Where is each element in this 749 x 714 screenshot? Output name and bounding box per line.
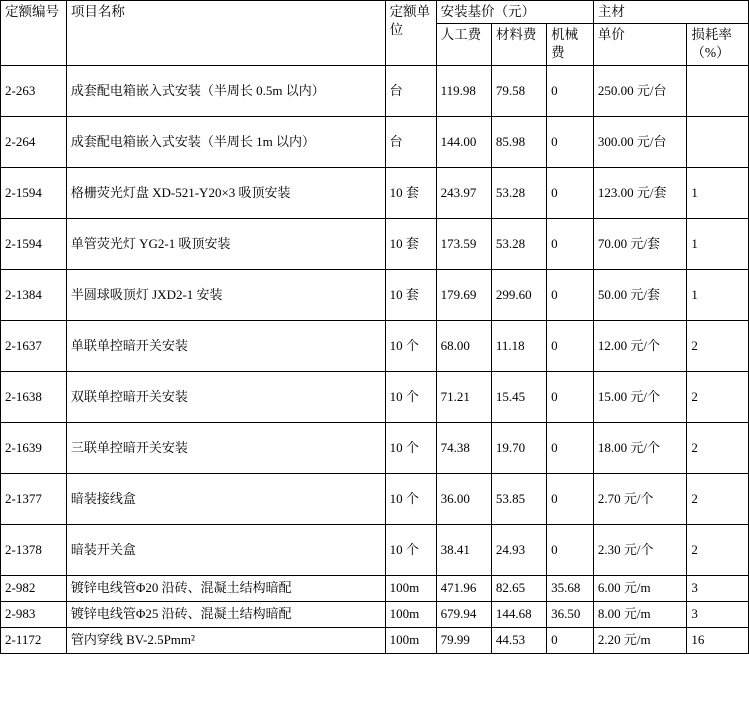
header-material: 材料费 — [491, 24, 546, 65]
header-main-material-group: 主材 — [593, 1, 748, 24]
cell-labor: 74.38 — [436, 422, 491, 473]
cell-machine: 0 — [547, 627, 594, 653]
cell-machine: 0 — [547, 116, 594, 167]
cell-loss: 2 — [687, 371, 749, 422]
cell-unit: 100m — [385, 627, 436, 653]
table-row — [1, 601, 749, 627]
table-row — [1, 320, 749, 371]
cell-labor: 243.97 — [436, 167, 491, 218]
header-code: 定额编号 — [1, 1, 67, 66]
header-machine: 机械费 — [547, 24, 594, 65]
cell-material: 79.58 — [491, 65, 546, 116]
cell-loss: 2 — [687, 320, 749, 371]
cell-name: 成套配电箱嵌入式安装（半周长 1m 以内） — [66, 116, 385, 167]
cell-name: 镀锌电线管Φ25 沿砖、混凝土结构暗配 — [66, 601, 385, 627]
cell-unit: 10 套 — [385, 167, 436, 218]
cell-loss: 2 — [687, 524, 749, 575]
cell-loss — [687, 116, 749, 167]
cell-labor: 173.59 — [436, 218, 491, 269]
cell-loss — [687, 65, 749, 116]
cell-name: 管内穿线 BV-2.5Pmm² — [66, 627, 385, 653]
cell-name: 格栅荧光灯盘 XD-521-Y20×3 吸顶安装 — [66, 167, 385, 218]
cell-code: 2-264 — [1, 116, 67, 167]
cell-loss: 1 — [687, 218, 749, 269]
cell-code: 2-1378 — [1, 524, 67, 575]
cell-loss: 3 — [687, 575, 749, 601]
cell-machine: 0 — [547, 218, 594, 269]
table-row — [1, 473, 749, 524]
cell-unit-price: 123.00 元/套 — [593, 167, 687, 218]
cell-labor: 68.00 — [436, 320, 491, 371]
table-row — [1, 116, 749, 167]
table-row — [1, 371, 749, 422]
cell-code: 2-982 — [1, 575, 67, 601]
cell-loss: 2 — [687, 473, 749, 524]
header-unit-price: 单价 — [593, 24, 687, 65]
cell-code: 2-1637 — [1, 320, 67, 371]
cell-labor: 471.96 — [436, 575, 491, 601]
cell-unit: 10 套 — [385, 269, 436, 320]
table-row — [1, 627, 749, 653]
cell-code: 2-983 — [1, 601, 67, 627]
table-row — [1, 167, 749, 218]
cell-machine: 0 — [547, 167, 594, 218]
cell-code: 2-1594 — [1, 167, 67, 218]
table-row — [1, 65, 749, 116]
cell-name: 双联单控暗开关安装 — [66, 371, 385, 422]
cell-machine: 36.50 — [547, 601, 594, 627]
cell-unit: 10 个 — [385, 320, 436, 371]
table-header-row-1 — [1, 1, 749, 24]
cell-machine: 0 — [547, 371, 594, 422]
cell-unit: 台 — [385, 116, 436, 167]
cell-unit-price: 2.70 元/个 — [593, 473, 687, 524]
cell-material: 53.28 — [491, 167, 546, 218]
cell-labor: 38.41 — [436, 524, 491, 575]
cell-unit-price: 15.00 元/个 — [593, 371, 687, 422]
table-row — [1, 575, 749, 601]
cell-loss: 1 — [687, 167, 749, 218]
cell-unit: 10 个 — [385, 422, 436, 473]
cell-loss: 1 — [687, 269, 749, 320]
cell-code: 2-1172 — [1, 627, 67, 653]
cell-unit-price: 18.00 元/个 — [593, 422, 687, 473]
cell-unit-price: 250.00 元/台 — [593, 65, 687, 116]
header-name: 项目名称 — [66, 1, 385, 66]
cell-name: 镀锌电线管Φ20 沿砖、混凝土结构暗配 — [66, 575, 385, 601]
header-install-base-group: 安装基价（元） — [436, 1, 593, 24]
cell-name: 暗装接线盒 — [66, 473, 385, 524]
cell-material: 53.85 — [491, 473, 546, 524]
cell-loss: 2 — [687, 422, 749, 473]
table-row — [1, 524, 749, 575]
cell-name: 暗装开关盒 — [66, 524, 385, 575]
cell-unit-price: 2.30 元/个 — [593, 524, 687, 575]
cell-material: 24.93 — [491, 524, 546, 575]
cell-code: 2-1594 — [1, 218, 67, 269]
cell-unit: 100m — [385, 601, 436, 627]
cell-machine: 0 — [547, 65, 594, 116]
cell-unit-price: 300.00 元/台 — [593, 116, 687, 167]
header-unit: 定额单位 — [385, 1, 436, 66]
cell-labor: 144.00 — [436, 116, 491, 167]
cell-material: 85.98 — [491, 116, 546, 167]
cell-name: 半圆球吸顶灯 JXD2-1 安装 — [66, 269, 385, 320]
cell-code: 2-1638 — [1, 371, 67, 422]
header-labor: 人工费 — [436, 24, 491, 65]
cell-name: 成套配电箱嵌入式安装（半周长 0.5m 以内） — [66, 65, 385, 116]
cell-machine: 0 — [547, 269, 594, 320]
cell-code: 2-1377 — [1, 473, 67, 524]
cell-unit-price: 12.00 元/个 — [593, 320, 687, 371]
cell-material: 299.60 — [491, 269, 546, 320]
cell-code: 2-1384 — [1, 269, 67, 320]
cell-material: 15.45 — [491, 371, 546, 422]
cell-unit-price: 8.00 元/m — [593, 601, 687, 627]
table-row — [1, 269, 749, 320]
cell-material: 82.65 — [491, 575, 546, 601]
cell-name: 单联单控暗开关安装 — [66, 320, 385, 371]
cell-machine: 35.68 — [547, 575, 594, 601]
cell-labor: 179.69 — [436, 269, 491, 320]
cell-loss: 16 — [687, 627, 749, 653]
cell-unit: 10 个 — [385, 524, 436, 575]
cell-unit-price: 6.00 元/m — [593, 575, 687, 601]
table-row — [1, 218, 749, 269]
cell-unit: 台 — [385, 65, 436, 116]
cell-labor: 679.94 — [436, 601, 491, 627]
header-loss-rate: 损耗率（%） — [687, 24, 749, 65]
cell-labor: 36.00 — [436, 473, 491, 524]
cell-unit: 10 个 — [385, 473, 436, 524]
cell-material: 11.18 — [491, 320, 546, 371]
cell-machine: 0 — [547, 320, 594, 371]
cell-material: 44.53 — [491, 627, 546, 653]
cell-name: 单管荧光灯 YG2-1 吸顶安装 — [66, 218, 385, 269]
cell-code: 2-1639 — [1, 422, 67, 473]
cell-labor: 71.21 — [436, 371, 491, 422]
cell-material: 19.70 — [491, 422, 546, 473]
cell-name: 三联单控暗开关安装 — [66, 422, 385, 473]
cell-unit: 100m — [385, 575, 436, 601]
cell-unit-price: 50.00 元/套 — [593, 269, 687, 320]
cell-machine: 0 — [547, 422, 594, 473]
cell-unit-price: 70.00 元/套 — [593, 218, 687, 269]
table-row — [1, 422, 749, 473]
cell-code: 2-263 — [1, 65, 67, 116]
cell-unit-price: 2.20 元/m — [593, 627, 687, 653]
cell-machine: 0 — [547, 524, 594, 575]
cell-loss: 3 — [687, 601, 749, 627]
cell-unit: 10 套 — [385, 218, 436, 269]
cell-labor: 79.99 — [436, 627, 491, 653]
cell-machine: 0 — [547, 473, 594, 524]
cell-material: 53.28 — [491, 218, 546, 269]
cell-unit: 10 个 — [385, 371, 436, 422]
cell-material: 144.68 — [491, 601, 546, 627]
cell-labor: 119.98 — [436, 65, 491, 116]
